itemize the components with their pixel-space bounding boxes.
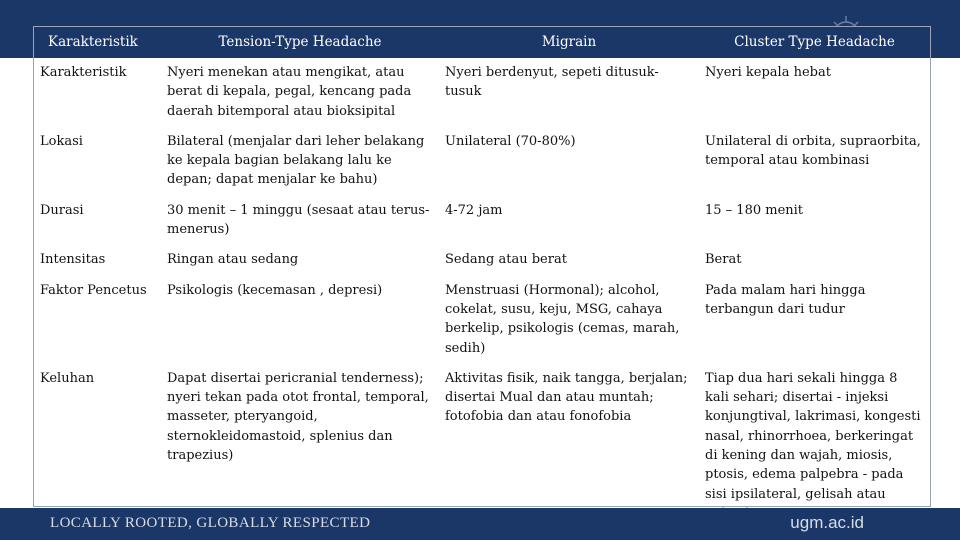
row-label: Faktor Pencetus <box>40 282 147 298</box>
table-row <box>34 364 930 529</box>
table-row <box>34 245 930 275</box>
table-cell: Tiap dua hari sekali hingga 8 kali sehari; disertai - injeksi konjungtival, lakrimasi, kongesti nasal, rhinorrhoea, berkeringat di kening dan wajah, miosis, ptosis, edema palpebra - pada sisi ipsilateral, gelisah atau <box>705 370 921 502</box>
header-cluster-type: Cluster Type Headache <box>699 27 930 58</box>
table-cell: Menstruasi (Hormonal); alcohol, cokelat, susu, keju, MSG, cahaya berkelip, psikologis (cemas, marah, sedih) <box>445 282 680 356</box>
table-row <box>34 196 930 246</box>
footer-bar <box>0 508 960 540</box>
row-label: Keluhan <box>40 370 95 386</box>
header-karakteristik: Karakteristik <box>34 27 161 58</box>
table-cell: Sedang atau berat <box>445 252 567 268</box>
table-cell: Psikologis (kecemasan , depresi) <box>167 282 383 298</box>
table-row <box>34 276 930 364</box>
table-cell: Unilateral (70-80%) <box>445 133 576 149</box>
header-tension-type: Tension-Type Headache <box>161 27 439 58</box>
table-cell: 15 – 180 menit <box>705 202 804 218</box>
table-cell: Dapat disertai pericranial tenderness); nyeri tekan pada otot frontal, temporal, masseter, pteryangoid, sternokleidomastoid, splenius dan trapezius) <box>167 370 429 464</box>
row-label: Lokasi <box>40 133 83 149</box>
table-cell: Ringan atau sedang <box>167 252 299 268</box>
table-cell: Nyeri berdenyut, sepeti ditusuk-tusuk <box>445 65 659 100</box>
table-cell: Aktivitas fisik, naik tangga, berjalan; disertai Mual dan atau muntah; fotofobia dan atau fonofobia <box>445 370 688 425</box>
footer-tagline: LOCALLY ROOTED, GLOBALLY RESPECTED <box>50 515 371 531</box>
table-row <box>34 127 930 196</box>
header-migrain: Migrain <box>439 27 699 58</box>
table-cell: 4-72 jam <box>445 202 503 218</box>
table-cell: Berat <box>705 252 742 268</box>
table-cell: 30 menit – 1 minggu (sesaat atau terus-menerus) <box>167 202 430 238</box>
table-row <box>34 58 930 127</box>
table-cell: Nyeri menekan atau mengikat, atau berat di kepala, pegal, kencang pada daerah bitemporal atau bioksipital <box>167 65 412 119</box>
row-label: Intensitas <box>40 252 106 268</box>
row-label: Durasi <box>40 202 84 218</box>
headache-comparison-table <box>33 26 931 507</box>
table-cell: Nyeri kepala hebat <box>705 65 831 80</box>
table-cell: Bilateral (menjalar dari leher belakang ke kepala bagian belakang lalu ke depan; dapat menjalar ke bahu) <box>167 133 425 188</box>
footer-site-link[interactable]: ugm.ac.id <box>790 513 864 532</box>
table-cell: Pada malam hari hingga terbangun dari tudur <box>705 282 866 317</box>
row-label: Karakteristik <box>40 65 127 80</box>
table-cell: Unilateral di orbita, supraorbita, temporal atau kombinasi <box>705 133 921 169</box>
table-header-row <box>34 27 930 58</box>
